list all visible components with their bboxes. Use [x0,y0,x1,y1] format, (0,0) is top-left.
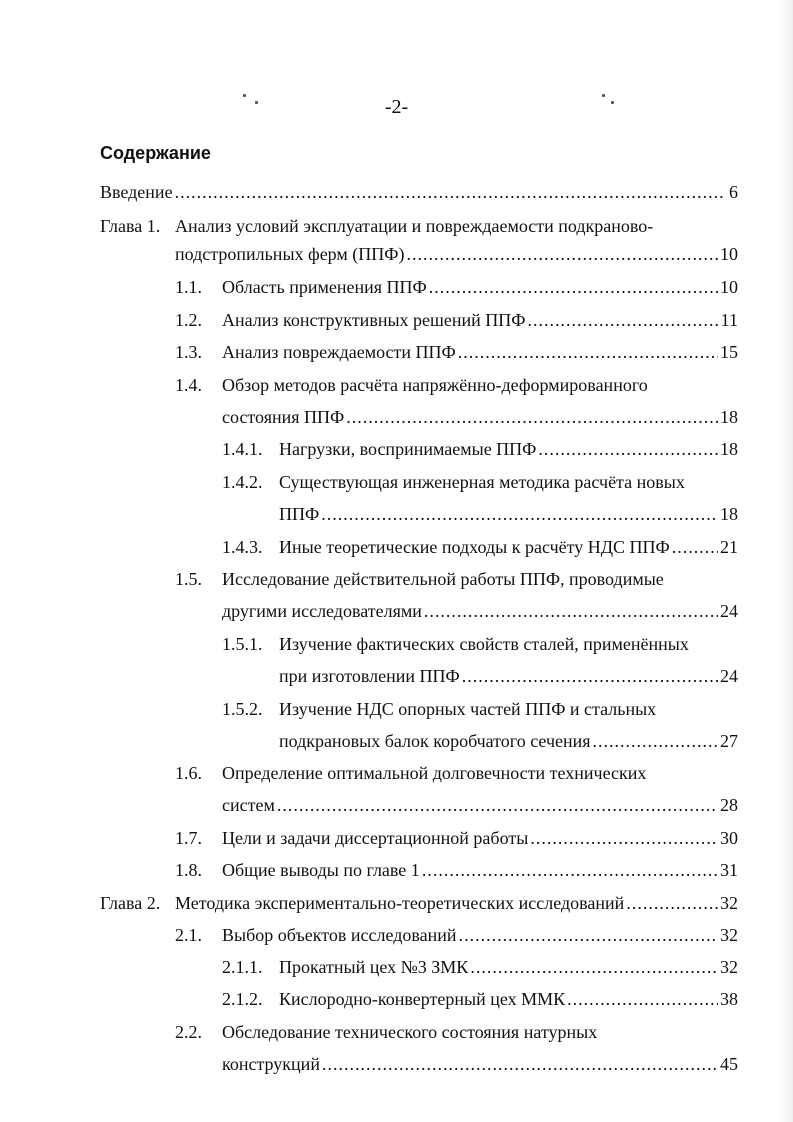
toc-entry-page: 10 [720,277,738,297]
toc-entry-1-4[interactable] [222,406,738,428]
leader-dots [346,406,718,428]
section-number: 2.1.1. [222,957,263,977]
toc-entry-ch1[interactable] [175,243,738,265]
toc-entry-ch2[interactable] [175,892,738,914]
toc-entry-title: Общие выводы по главе 1 [222,860,420,880]
leader-dots [424,600,718,622]
leader-dots [462,665,718,687]
toc-entry-page: 32 [720,893,738,913]
leader-dots [626,892,718,914]
leader-dots [429,276,718,298]
toc-entry-2-1[interactable] [222,924,738,946]
leader-dots [567,988,718,1010]
toc-entry-title: Нагрузки, воспринимаемые ППФ [279,439,537,459]
leader-dots [458,341,718,363]
toc-entry-title: при изготовлении ППФ [279,666,460,686]
toc-entry-1-4-line1[interactable]: Обзор методов расчёта напряжённо-деформированного [222,375,648,395]
toc-entry-1-6-line1[interactable]: Определение оптимальной долговечности технических [222,763,647,783]
toc-entry-title: систем [222,795,275,815]
section-number: 1.5.1. [222,634,263,654]
section-number: 1.6. [175,763,202,783]
toc-entry-1-5-1-line1[interactable]: Изучение фактических свойств сталей, применённых [279,634,689,654]
toc-entry-1-8[interactable] [222,859,738,881]
leader-dots [407,243,718,265]
toc-entry-title: Область применения ППФ [222,277,427,297]
toc-entry-ch1-line1[interactable]: Анализ условий эксплуатации и повреждаемости подкраново- [175,216,654,236]
scan-edge [779,0,793,1122]
toc-entry-1-2[interactable] [222,309,738,331]
toc-entry-page: 31 [720,860,738,880]
toc-entry-title: Кислородно-конвертерный цех ММК [279,989,566,1009]
toc-entry-title: Анализ конструктивных решений ППФ [222,310,526,330]
section-number: 1.3. [175,342,202,362]
toc-entry-1-4-2-line1[interactable]: Существующая инженерная методика расчёта новых [279,472,685,492]
toc-entry-page: 45 [720,1054,738,1074]
section-number: 1.4.2. [222,472,263,492]
toc-entry-1-4-1[interactable] [279,438,738,460]
toc-entry-2-2-line1[interactable]: Обследование технического состояния натурных [222,1022,598,1042]
toc-entry-title: Иные теоретические подходы к расчёту НДС ППФ [279,537,670,557]
toc-entry-1-3[interactable] [222,341,738,363]
leader-dots [470,956,718,978]
toc-entry-2-2[interactable] [222,1053,738,1075]
toc-entry-page: 18 [720,439,738,459]
toc-entry-title: Цели и задачи диссертационной работы [222,828,529,848]
section-number: 2.1. [175,925,202,945]
toc-entry-2-1-1[interactable] [279,956,738,978]
toc-entry-page: 15 [720,342,738,362]
toc-entry-page: 24 [720,601,738,621]
toc-entry-page: 21 [720,537,738,557]
toc-entry-1-1[interactable] [222,276,738,298]
section-number: 1.1. [175,277,202,297]
leader-dots [528,309,719,331]
leader-dots [530,827,718,849]
toc-entry-title: другими исследователями [222,601,422,621]
toc-entry-1-5-2[interactable] [279,730,738,752]
leader-dots [322,1053,718,1075]
section-number: 2.1.2. [222,989,263,1009]
toc-entry-page: 10 [720,244,738,264]
toc-entry-1-4-3[interactable] [279,536,738,558]
section-number: 1.5. [175,569,202,589]
toc-entry-title: Методика экспериментально-теоретических исследований [175,893,625,913]
toc-entry-title: Анализ повреждаемости ППФ [222,342,456,362]
section-number: 1.4.1. [222,439,263,459]
toc-entry-2-1-2[interactable] [279,988,738,1010]
toc-entry-title: Прокатный цех №3 ЗМК [279,957,469,977]
toc-heading: Содержание [100,143,211,163]
toc-entry-page: 32 [720,925,738,945]
toc-entry-page: 30 [720,828,738,848]
toc-entry-title: ППФ [279,504,320,524]
section-number: 1.4. [175,375,202,395]
toc-entry-page: 38 [720,989,738,1009]
toc-entry-page: 32 [720,957,738,977]
toc-entry-1-5-1[interactable] [279,665,738,687]
toc-entry-1-7[interactable] [222,827,738,849]
leader-dots [593,730,718,752]
page-number: -2- [384,96,409,118]
toc-entry-title: подстропильных ферм (ППФ) [175,244,405,264]
section-number: 2.2. [175,1022,202,1042]
toc-entry-page: 18 [720,504,738,524]
toc-entry-1-5-line1[interactable]: Исследование действительной работы ППФ, проводимые [222,569,664,589]
toc-entry-1-4-2[interactable] [279,503,738,525]
section-number: 1.5.2. [222,699,263,719]
toc-entry-page: 18 [720,407,738,427]
toc-entry-intro[interactable] [100,181,738,203]
toc-entry-page: 11 [720,310,738,330]
toc-entry-page: 28 [720,795,738,815]
toc-entry-title: Выбор объектов исследований [222,925,457,945]
section-number: 1.7. [175,828,202,848]
toc-entry-1-5[interactable] [222,600,738,622]
toc-entry-1-5-2-line1[interactable]: Изучение НДС опорных частей ППФ и стальных [279,699,657,719]
toc-entry-page: 24 [720,666,738,686]
leader-dots [321,503,718,525]
leader-dots [277,794,718,816]
toc-entry-page: 6 [729,182,738,202]
leader-dots [538,438,718,460]
leader-dots [422,859,718,881]
toc-entry-page: 27 [720,731,738,751]
leader-dots [459,924,718,946]
toc-entry-title: Введение [100,182,173,202]
section-number: 1.8. [175,860,202,880]
section-number: 1.2. [175,310,202,330]
leader-dots [175,181,726,203]
toc-entry-title: подкрановых балок коробчатого сечения [279,731,591,751]
chapter-label: Глава 2. [100,893,161,913]
toc-entry-title: конструкций [222,1054,320,1074]
toc-entry-title: состояния ППФ [222,407,345,427]
section-number: 1.4.3. [222,537,263,557]
toc-entry-1-6[interactable] [222,794,738,816]
leader-dots [672,536,718,558]
chapter-label: Глава 1. [100,216,161,236]
